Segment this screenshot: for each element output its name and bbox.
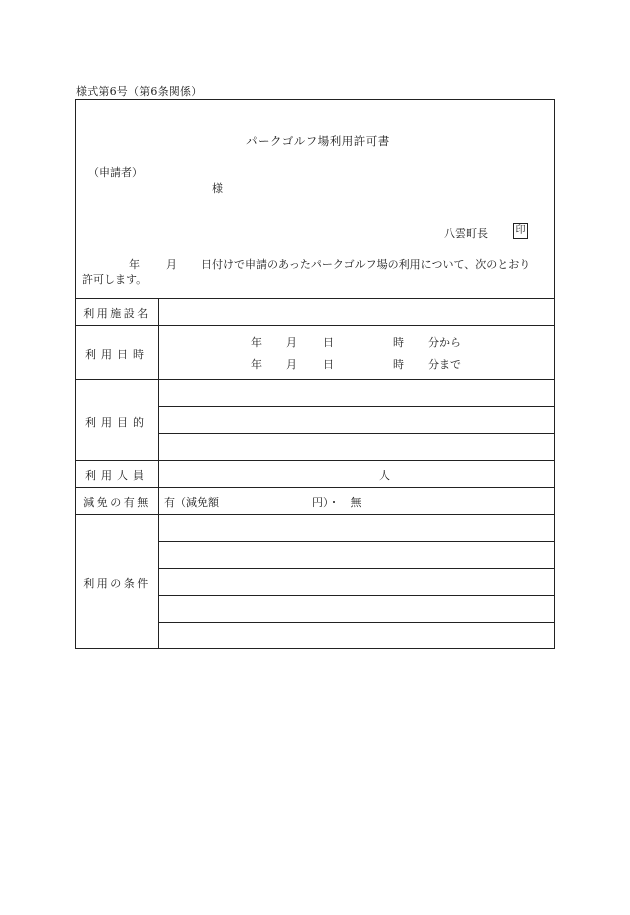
applicant-label: （申請者） (88, 166, 143, 179)
purpose-subline (158, 433, 554, 434)
permit-sentence-end: 許可します。 (82, 273, 148, 286)
from-hour: 時 (393, 336, 404, 349)
issuer-name: 八雲町長 (444, 227, 488, 240)
document-title: パークゴルフ場利用許可書 (246, 134, 390, 148)
from-year: 年 (251, 336, 262, 349)
permit-month-label: 月 (166, 258, 177, 271)
row-divider (76, 487, 554, 488)
exemption-label: 減免の有無 (83, 496, 151, 509)
purpose-label: 利用目的 (85, 416, 149, 429)
table-top-line (76, 298, 554, 299)
to-minute: 分まで (428, 358, 461, 371)
to-hour: 時 (393, 358, 404, 371)
purpose-subline (158, 406, 554, 407)
row-divider (76, 460, 554, 461)
to-day: 日 (323, 358, 334, 371)
permit-sentence: 日付けで申請のあったパークゴルフ場の利用について、次のとおり (201, 258, 531, 271)
conditions-label: 利用の条件 (83, 577, 151, 590)
conditions-subline (158, 541, 554, 542)
to-month: 月 (286, 358, 297, 371)
honorific: 様 (212, 182, 223, 195)
permit-form (75, 99, 555, 649)
exemption-yen: 円）・ 無 (312, 496, 362, 509)
seal-mark: 印 (513, 223, 528, 239)
row-divider (76, 325, 554, 326)
datetime-label: 利用日時 (85, 348, 149, 361)
row-divider (76, 514, 554, 515)
conditions-subline (158, 595, 554, 596)
label-column-divider (158, 298, 159, 648)
from-minute: 分から (428, 336, 461, 349)
to-year: 年 (251, 358, 262, 371)
permit-year-label: 年 (129, 258, 140, 271)
exemption-value: 有（減免額 (164, 496, 219, 509)
people-unit: 人 (379, 469, 390, 482)
from-month: 月 (286, 336, 297, 349)
form-number: 様式第6号（第6条関係） (76, 85, 203, 98)
row-divider (76, 379, 554, 380)
people-label: 利用人員 (85, 469, 149, 482)
from-day: 日 (323, 336, 334, 349)
conditions-subline (158, 568, 554, 569)
conditions-subline (158, 622, 554, 623)
facility-label: 利用施設名 (83, 307, 151, 320)
